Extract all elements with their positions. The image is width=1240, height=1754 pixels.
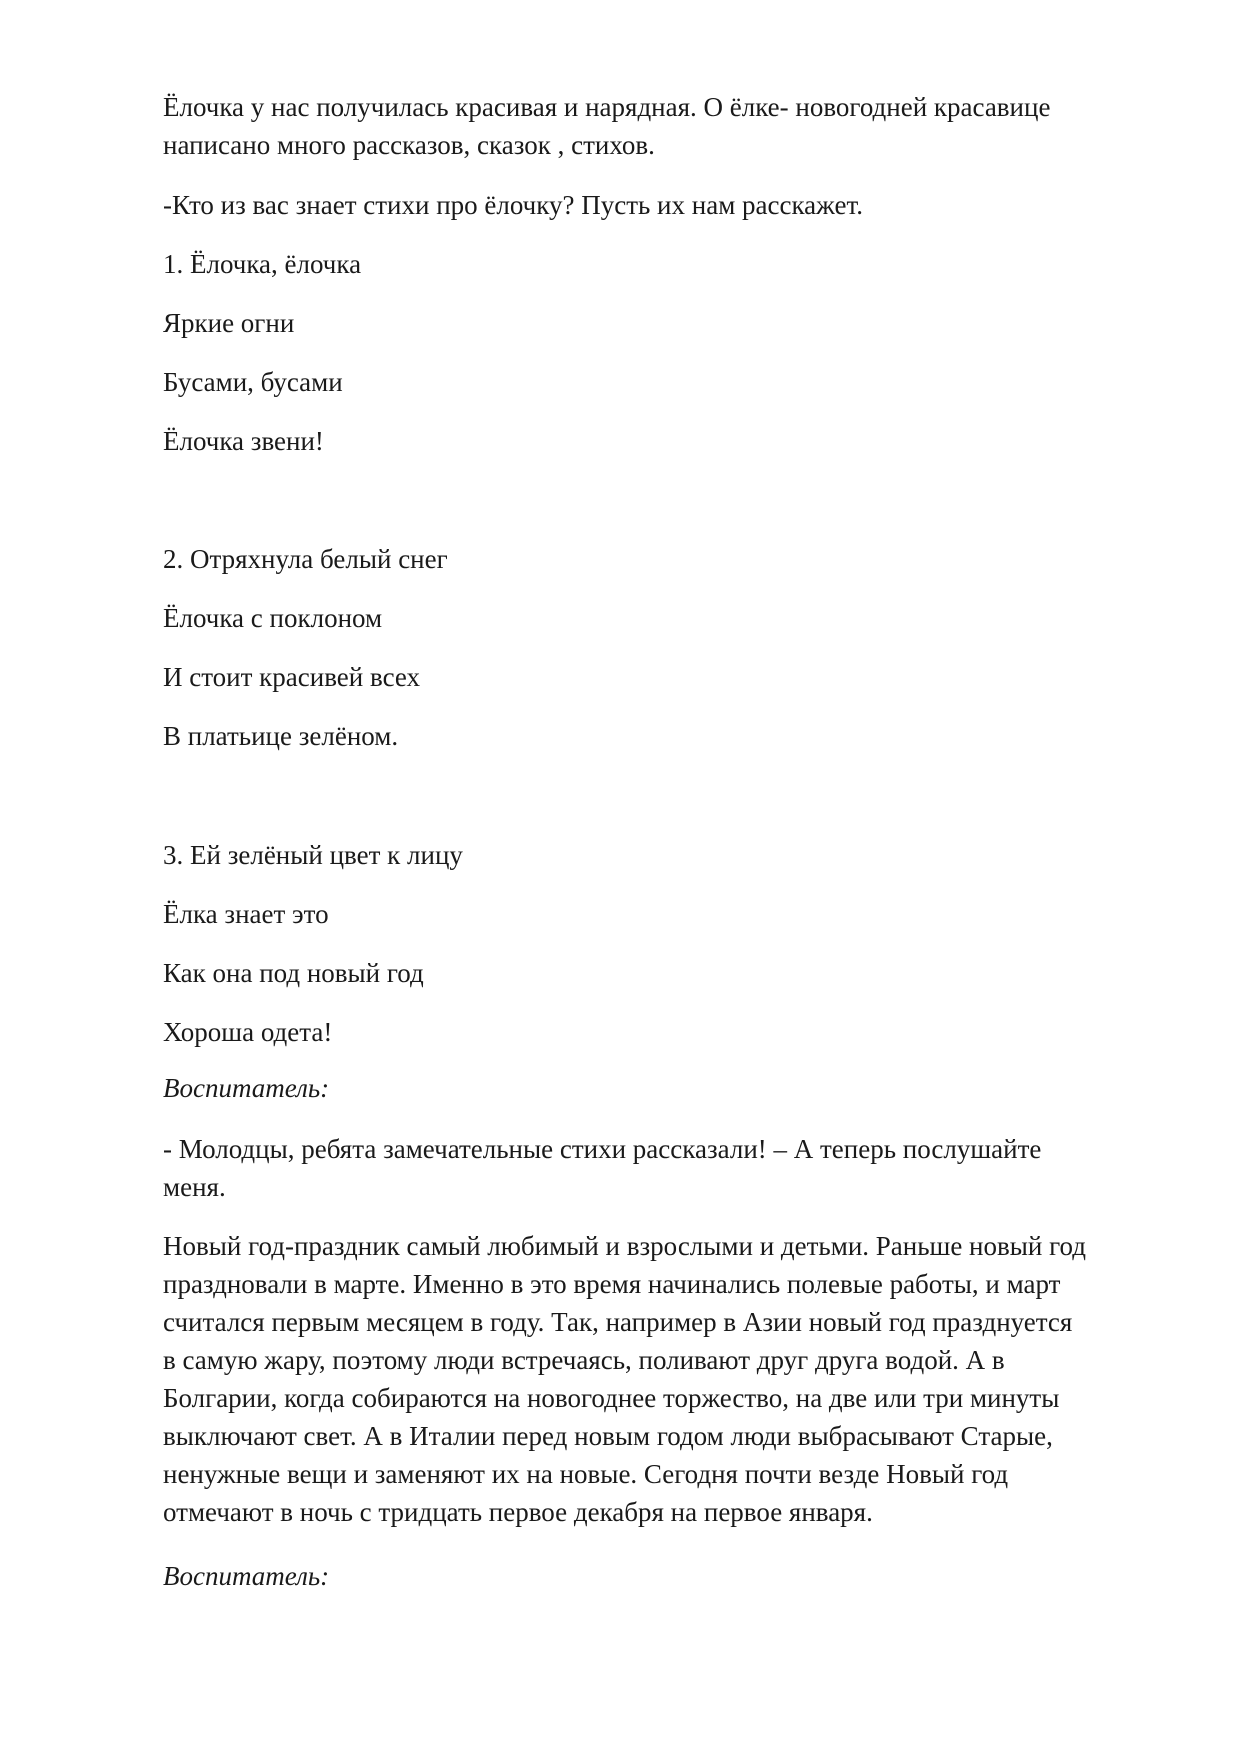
story-line-7: ненужные вещи и заменяют их на новые. Сегодня почти везде Новый год xyxy=(163,1459,1009,1489)
poem1-line-4: Ёлочка звени! xyxy=(163,426,324,456)
poem3-line-1: 3. Ей зелёный цвет к лицу xyxy=(163,840,463,870)
poem1-line-1: 1. Ёлочка, ёлочка xyxy=(163,249,362,279)
speaker-label: Воспитатель: xyxy=(163,1561,330,1591)
poem2-line-3: И стоит красивей всех xyxy=(163,662,421,692)
intro-line-1: Ёлочка у нас получилась красивая и нарядная. О ёлке- новогодней красавице xyxy=(163,92,1051,122)
praise-line-1: - Молодцы, ребята замечательные стихи рассказали! – А теперь послушайте xyxy=(163,1134,1042,1164)
poem3-line-2: Ёлка знает это xyxy=(163,899,329,929)
poem3-line-3: Как она под новый год xyxy=(163,958,424,988)
story-line-6: выключают свет. А в Италии перед новым годом люди выбрасывают Старые, xyxy=(163,1421,1053,1451)
intro-line-2: написано много рассказов, сказок , стихов. xyxy=(163,130,655,160)
poem2-line-1: 2. Отряхнула белый снег xyxy=(163,544,448,574)
question-line: -Кто из вас знает стихи про ёлочку? Пусть их нам расскажет. xyxy=(163,190,863,220)
praise-line-2: меня. xyxy=(163,1172,226,1202)
poem2-line-4: В платьице зелёном. xyxy=(163,721,399,751)
story-line-2: праздновали в марте. Именно в это время начинались полевые работы, и март xyxy=(163,1269,1061,1299)
poem2-line-2: Ёлочка с поклоном xyxy=(163,603,383,633)
story-line-4: в самую жару, поэтому люди встречаясь, поливают друг друга водой. А в xyxy=(163,1345,1005,1375)
speaker-label: Воспитатель: xyxy=(163,1073,330,1103)
story-line-8: отмечают в ночь с тридцать первое декабря на первое января. xyxy=(163,1497,873,1527)
story-line-1: Новый год-праздник самый любимый и взрослыми и детьми. Раньше новый год xyxy=(163,1231,1086,1261)
story-line-5: Болгарии, когда собираются на новогоднее торжество, на две или три минуты xyxy=(163,1383,1060,1413)
poem1-line-3: Бусами, бусами xyxy=(163,367,343,397)
poem1-line-2: Яркие огни xyxy=(163,308,295,338)
poem3-line-4: Хороша одета! xyxy=(163,1017,333,1047)
story-line-3: считался первым месяцем в году. Так, например в Азии новый год празднуется xyxy=(163,1307,1073,1337)
